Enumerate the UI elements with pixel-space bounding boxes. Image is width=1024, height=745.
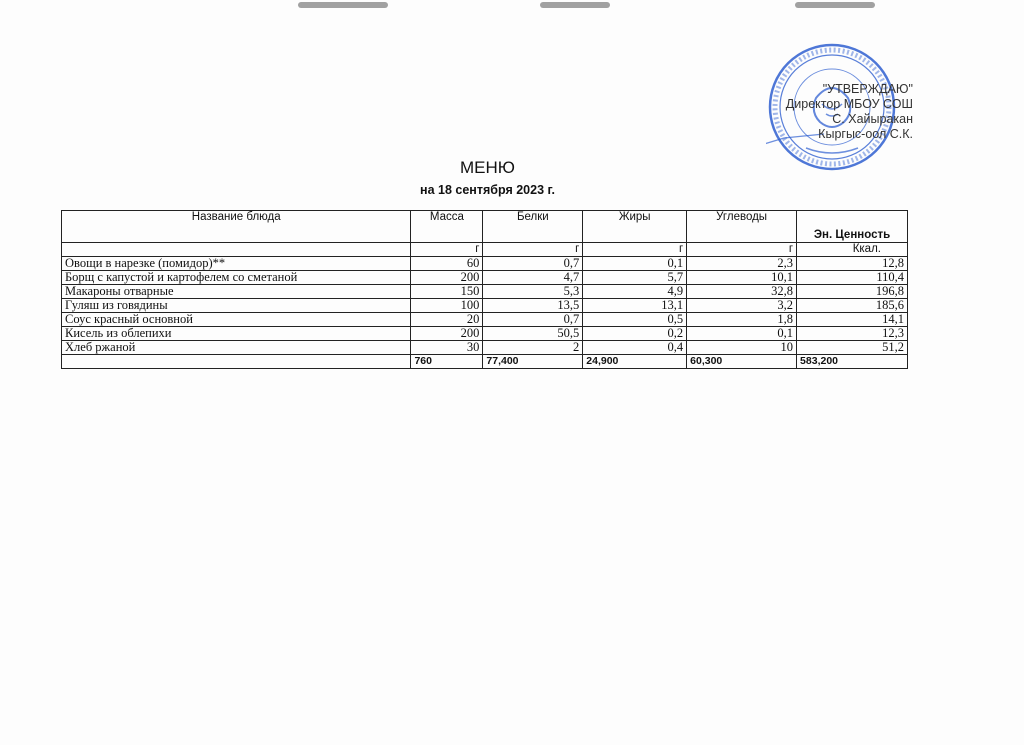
column-header: Эн. Ценность: [797, 211, 908, 243]
protein-cell: 5,3: [483, 285, 583, 299]
total-energy: 583,200: [797, 355, 908, 369]
unit-cell: г: [483, 243, 583, 257]
table-row: [62, 341, 908, 355]
protein-cell: 13,5: [483, 299, 583, 313]
fat-cell: 4,9: [583, 285, 687, 299]
dish-name: Макароны отварные: [62, 285, 411, 299]
mass-cell: 200: [411, 271, 483, 285]
unit-cell: Ккал.: [797, 243, 908, 257]
dish-name: Соус красный основной: [62, 313, 411, 327]
mass-cell: 150: [411, 285, 483, 299]
table-row: [62, 257, 908, 271]
column-header: Углеводы: [687, 211, 797, 243]
totals-row: [62, 355, 908, 369]
fat-cell: 5,7: [583, 271, 687, 285]
approval-line: Кыргыс-оол С.К.: [818, 127, 913, 141]
carbs-cell: 1,8: [687, 313, 797, 327]
dish-name: Хлеб ржаной: [62, 341, 411, 355]
approval-line: С. Хайыракан: [832, 112, 913, 126]
fat-cell: 0,4: [583, 341, 687, 355]
dish-name: Гуляш из говядины: [62, 299, 411, 313]
energy-cell: 185,6: [797, 299, 908, 313]
protein-cell: 2: [483, 341, 583, 355]
total-fat: 24,900: [583, 355, 687, 369]
dish-name: Овощи в нарезке (помидор)**: [62, 257, 411, 271]
carbs-cell: 10: [687, 341, 797, 355]
scan-mark: [298, 2, 388, 8]
carbs-cell: 10,1: [687, 271, 797, 285]
table-row: [62, 313, 908, 327]
dish-name: Кисель из облепихи: [62, 327, 411, 341]
table-row: [62, 285, 908, 299]
carbs-cell: 0,1: [687, 327, 797, 341]
header-row: [62, 211, 908, 243]
table-row: [62, 327, 908, 341]
total-carbs: 60,300: [687, 355, 797, 369]
column-header: Масса: [411, 211, 483, 243]
unit-cell: г: [687, 243, 797, 257]
scan-mark: [795, 2, 875, 8]
carbs-cell: 3,2: [687, 299, 797, 313]
protein-cell: 50,5: [483, 327, 583, 341]
column-header: Жиры: [583, 211, 687, 243]
unit-cell: [62, 243, 411, 257]
carbs-cell: 32,8: [687, 285, 797, 299]
energy-cell: 110,4: [797, 271, 908, 285]
approval-line: Директор МБОУ СОШ: [785, 97, 913, 111]
fat-cell: 0,5: [583, 313, 687, 327]
total-protein: 77,400: [483, 355, 583, 369]
menu-table: [61, 210, 908, 369]
mass-cell: 30: [411, 341, 483, 355]
mass-cell: 20: [411, 313, 483, 327]
totals-label: [62, 355, 411, 369]
carbs-cell: 2,3: [687, 257, 797, 271]
mass-cell: 200: [411, 327, 483, 341]
fat-cell: 0,2: [583, 327, 687, 341]
total-mass: 760: [411, 355, 483, 369]
energy-cell: 12,8: [797, 257, 908, 271]
mass-cell: 60: [411, 257, 483, 271]
page-title: МЕНЮ: [460, 158, 515, 177]
unit-cell: г: [411, 243, 483, 257]
energy-cell: 51,2: [797, 341, 908, 355]
approval-line: "УТВЕРЖДАЮ": [822, 82, 913, 96]
dish-name: Борщ с капустой и картофелем со сметаной: [62, 271, 411, 285]
energy-cell: 12,3: [797, 327, 908, 341]
column-header: Белки: [483, 211, 583, 243]
units-row: [62, 243, 908, 257]
fat-cell: 0,1: [583, 257, 687, 271]
energy-cell: 196,8: [797, 285, 908, 299]
date-line: на 18 сентября 2023 г.: [420, 183, 555, 197]
scan-mark: [540, 2, 610, 8]
protein-cell: 0,7: [483, 257, 583, 271]
energy-cell: 14,1: [797, 313, 908, 327]
protein-cell: 0,7: [483, 313, 583, 327]
protein-cell: 4,7: [483, 271, 583, 285]
column-header: Название блюда: [62, 211, 411, 243]
mass-cell: 100: [411, 299, 483, 313]
table-row: [62, 271, 908, 285]
unit-cell: г: [583, 243, 687, 257]
approval-block: [778, 82, 913, 142]
table-row: [62, 299, 908, 313]
fat-cell: 13,1: [583, 299, 687, 313]
